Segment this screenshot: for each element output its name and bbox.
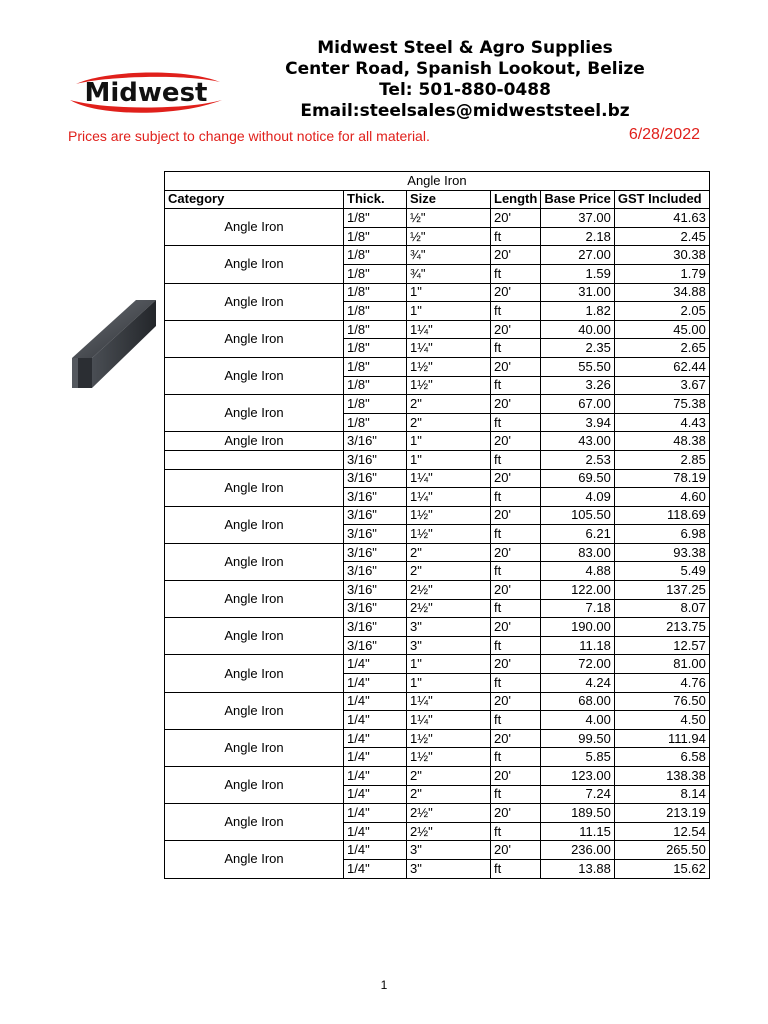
size-cell: 2" <box>407 562 491 581</box>
size-cell: 2½" <box>407 804 491 823</box>
table-row <box>165 246 710 265</box>
size-cell: ½" <box>407 209 491 228</box>
length-cell: 20' <box>491 729 541 748</box>
thickness-cell: 3/16" <box>344 636 407 655</box>
category-cell: Angle Iron <box>165 618 344 655</box>
base-price-cell: 4.00 <box>541 711 615 730</box>
thickness-cell: 1/4" <box>344 785 407 804</box>
size-cell: 3" <box>407 841 491 860</box>
length-cell: 20' <box>491 581 541 600</box>
category-cell: Angle Iron <box>165 692 344 729</box>
table-row <box>165 506 710 525</box>
length-cell: ft <box>491 674 541 693</box>
base-price-cell: 3.94 <box>541 413 615 432</box>
gst-price-cell: 138.38 <box>614 767 709 786</box>
size-cell: 1¼" <box>407 339 491 358</box>
length-cell: 20' <box>491 692 541 711</box>
table-row <box>165 469 710 488</box>
size-cell: 2" <box>407 785 491 804</box>
size-cell: 3" <box>407 636 491 655</box>
table-row <box>165 767 710 786</box>
gst-price-cell: 48.38 <box>614 432 709 451</box>
gst-price-cell: 213.19 <box>614 804 709 823</box>
gst-price-cell: 81.00 <box>614 655 709 674</box>
category-cell: Angle Iron <box>165 283 344 320</box>
gst-price-cell: 6.58 <box>614 748 709 767</box>
thickness-cell: 1/8" <box>344 413 407 432</box>
gst-price-cell: 12.54 <box>614 822 709 841</box>
gst-price-cell: 8.14 <box>614 785 709 804</box>
size-cell: 1½" <box>407 357 491 376</box>
thickness-cell: 1/8" <box>344 246 407 265</box>
base-price-cell: 4.24 <box>541 674 615 693</box>
size-cell: 1¼" <box>407 711 491 730</box>
size-cell: ¾" <box>407 246 491 265</box>
gst-price-cell: 30.38 <box>614 246 709 265</box>
length-cell: 20' <box>491 432 541 451</box>
thickness-cell: 1/4" <box>344 841 407 860</box>
category-cell: Angle Iron <box>165 506 344 543</box>
table-row <box>165 804 710 823</box>
thickness-cell: 1/4" <box>344 748 407 767</box>
gst-price-cell: 34.88 <box>614 283 709 302</box>
gst-price-cell: 8.07 <box>614 599 709 618</box>
company-address: Center Road, Spanish Lookout, Belize <box>285 59 645 79</box>
header-base-price: Base Price <box>541 190 615 209</box>
base-price-cell: 3.26 <box>541 376 615 395</box>
thickness-cell: 3/16" <box>344 562 407 581</box>
length-cell: ft <box>491 636 541 655</box>
size-cell: 1" <box>407 432 491 451</box>
table-row <box>165 450 710 469</box>
table-row <box>165 283 710 302</box>
thickness-cell: 1/8" <box>344 357 407 376</box>
category-cell <box>165 450 344 469</box>
size-cell: 1½" <box>407 748 491 767</box>
length-cell: 20' <box>491 469 541 488</box>
size-cell: 1½" <box>407 729 491 748</box>
base-price-cell: 31.00 <box>541 283 615 302</box>
base-price-cell: 189.50 <box>541 804 615 823</box>
thickness-cell: 1/8" <box>344 320 407 339</box>
table-row <box>165 618 710 637</box>
svg-text:Midwest: Midwest <box>84 78 208 108</box>
base-price-cell: 1.82 <box>541 302 615 321</box>
size-cell: ¾" <box>407 264 491 283</box>
base-price-cell: 122.00 <box>541 581 615 600</box>
category-cell: Angle Iron <box>165 469 344 506</box>
size-cell: 3" <box>407 618 491 637</box>
length-cell: ft <box>491 339 541 358</box>
size-cell: 2" <box>407 395 491 414</box>
length-cell: 20' <box>491 357 541 376</box>
length-cell: 20' <box>491 618 541 637</box>
base-price-cell: 40.00 <box>541 320 615 339</box>
thickness-cell: 1/8" <box>344 264 407 283</box>
category-cell: Angle Iron <box>165 543 344 580</box>
base-price-cell: 4.09 <box>541 488 615 507</box>
thickness-cell: 3/16" <box>344 543 407 562</box>
gst-price-cell: 4.50 <box>614 711 709 730</box>
table-row <box>165 209 710 228</box>
length-cell: ft <box>491 413 541 432</box>
base-price-cell: 7.24 <box>541 785 615 804</box>
length-cell: ft <box>491 488 541 507</box>
thickness-cell: 3/16" <box>344 618 407 637</box>
length-cell: ft <box>491 599 541 618</box>
base-price-cell: 7.18 <box>541 599 615 618</box>
length-cell: ft <box>491 785 541 804</box>
gst-price-cell: 62.44 <box>614 357 709 376</box>
length-cell: 20' <box>491 395 541 414</box>
page-number: 1 <box>380 978 388 992</box>
thickness-cell: 1/4" <box>344 729 407 748</box>
thickness-cell: 3/16" <box>344 469 407 488</box>
thickness-cell: 1/8" <box>344 376 407 395</box>
header-gst-included: GST Included <box>614 190 709 209</box>
category-cell: Angle Iron <box>165 841 344 878</box>
category-cell: Angle Iron <box>165 581 344 618</box>
length-cell: ft <box>491 227 541 246</box>
thickness-cell: 1/8" <box>344 302 407 321</box>
table-row <box>165 357 710 376</box>
gst-price-cell: 76.50 <box>614 692 709 711</box>
length-cell: ft <box>491 525 541 544</box>
table-row <box>165 320 710 339</box>
category-cell: Angle Iron <box>165 357 344 394</box>
thickness-cell: 1/4" <box>344 822 407 841</box>
gst-price-cell: 137.25 <box>614 581 709 600</box>
gst-price-cell: 12.57 <box>614 636 709 655</box>
length-cell: 20' <box>491 841 541 860</box>
base-price-cell: 2.35 <box>541 339 615 358</box>
table-row <box>165 432 710 451</box>
thickness-cell: 3/16" <box>344 599 407 618</box>
angle-iron-image <box>70 296 158 392</box>
gst-price-cell: 75.38 <box>614 395 709 414</box>
gst-price-cell: 4.76 <box>614 674 709 693</box>
gst-price-cell: 6.98 <box>614 525 709 544</box>
size-cell: 1¼" <box>407 488 491 507</box>
base-price-cell: 236.00 <box>541 841 615 860</box>
size-cell: 1¼" <box>407 320 491 339</box>
gst-price-cell: 111.94 <box>614 729 709 748</box>
gst-price-cell: 2.65 <box>614 339 709 358</box>
category-cell: Angle Iron <box>165 804 344 841</box>
category-cell: Angle Iron <box>165 320 344 357</box>
size-cell: 2½" <box>407 822 491 841</box>
company-header <box>260 38 670 122</box>
length-cell: ft <box>491 302 541 321</box>
thickness-cell: 1/4" <box>344 859 407 878</box>
base-price-cell: 99.50 <box>541 729 615 748</box>
price-notice: Prices are subject to change without notice for all material. <box>68 128 430 144</box>
category-cell: Angle Iron <box>165 209 344 246</box>
length-cell: ft <box>491 450 541 469</box>
base-price-cell: 6.21 <box>541 525 615 544</box>
table-row <box>165 395 710 414</box>
gst-price-cell: 2.45 <box>614 227 709 246</box>
base-price-cell: 2.53 <box>541 450 615 469</box>
gst-price-cell: 3.67 <box>614 376 709 395</box>
gst-price-cell: 265.50 <box>614 841 709 860</box>
thickness-cell: 3/16" <box>344 432 407 451</box>
company-phone: Tel: 501-880-0488 <box>379 80 551 100</box>
category-cell: Angle Iron <box>165 432 344 451</box>
size-cell: 3" <box>407 859 491 878</box>
thickness-cell: 1/4" <box>344 692 407 711</box>
base-price-cell: 4.88 <box>541 562 615 581</box>
size-cell: 1¼" <box>407 692 491 711</box>
base-price-cell: 27.00 <box>541 246 615 265</box>
company-name: Midwest Steel & Agro Supplies <box>317 38 613 58</box>
length-cell: ft <box>491 376 541 395</box>
base-price-cell: 11.15 <box>541 822 615 841</box>
base-price-cell: 43.00 <box>541 432 615 451</box>
size-cell: 2½" <box>407 599 491 618</box>
thickness-cell: 1/8" <box>344 227 407 246</box>
thickness-cell: 1/4" <box>344 674 407 693</box>
table-row <box>165 692 710 711</box>
thickness-cell: 1/8" <box>344 209 407 228</box>
gst-price-cell: 4.60 <box>614 488 709 507</box>
angle-iron-price-table <box>164 171 710 879</box>
thickness-cell: 3/16" <box>344 450 407 469</box>
gst-price-cell: 45.00 <box>614 320 709 339</box>
base-price-cell: 67.00 <box>541 395 615 414</box>
gst-price-cell: 93.38 <box>614 543 709 562</box>
size-cell: 1" <box>407 450 491 469</box>
table-header-row <box>165 190 710 209</box>
thickness-cell: 1/4" <box>344 655 407 674</box>
length-cell: 20' <box>491 320 541 339</box>
gst-price-cell: 5.49 <box>614 562 709 581</box>
category-cell: Angle Iron <box>165 246 344 283</box>
length-cell: 20' <box>491 804 541 823</box>
base-price-cell: 83.00 <box>541 543 615 562</box>
gst-price-cell: 1.79 <box>614 264 709 283</box>
table-row <box>165 581 710 600</box>
base-price-cell: 2.18 <box>541 227 615 246</box>
base-price-cell: 105.50 <box>541 506 615 525</box>
table-title: Angle Iron <box>165 172 710 191</box>
size-cell: 1½" <box>407 376 491 395</box>
thickness-cell: 1/8" <box>344 395 407 414</box>
gst-price-cell: 78.19 <box>614 469 709 488</box>
base-price-cell: 190.00 <box>541 618 615 637</box>
category-cell: Angle Iron <box>165 729 344 766</box>
thickness-cell: 3/16" <box>344 506 407 525</box>
price-date: 6/28/2022 <box>628 126 700 143</box>
thickness-cell: 1/8" <box>344 283 407 302</box>
size-cell: 1½" <box>407 506 491 525</box>
gst-price-cell: 15.62 <box>614 859 709 878</box>
thickness-cell: 1/4" <box>344 711 407 730</box>
gst-price-cell: 118.69 <box>614 506 709 525</box>
category-cell: Angle Iron <box>165 395 344 432</box>
base-price-cell: 55.50 <box>541 357 615 376</box>
size-cell: 2½" <box>407 581 491 600</box>
header-category: Category <box>165 190 344 209</box>
gst-price-cell: 2.05 <box>614 302 709 321</box>
thickness-cell: 1/8" <box>344 339 407 358</box>
length-cell: 20' <box>491 209 541 228</box>
thickness-cell: 1/4" <box>344 804 407 823</box>
gst-price-cell: 4.43 <box>614 413 709 432</box>
base-price-cell: 13.88 <box>541 859 615 878</box>
base-price-cell: 69.50 <box>541 469 615 488</box>
base-price-cell: 123.00 <box>541 767 615 786</box>
gst-price-cell: 2.85 <box>614 450 709 469</box>
gst-price-cell: 213.75 <box>614 618 709 637</box>
base-price-cell: 68.00 <box>541 692 615 711</box>
thickness-cell: 3/16" <box>344 525 407 544</box>
length-cell: ft <box>491 562 541 581</box>
category-cell: Angle Iron <box>165 767 344 804</box>
length-cell: ft <box>491 859 541 878</box>
header-length: Length <box>491 190 541 209</box>
thickness-cell: 1/4" <box>344 767 407 786</box>
length-cell: 20' <box>491 506 541 525</box>
table-row <box>165 655 710 674</box>
company-email: Email:steelsales@midweststeel.bz <box>300 101 630 121</box>
length-cell: ft <box>491 822 541 841</box>
size-cell: 1½" <box>407 525 491 544</box>
length-cell: ft <box>491 264 541 283</box>
length-cell: 20' <box>491 767 541 786</box>
base-price-cell: 5.85 <box>541 748 615 767</box>
thickness-cell: 3/16" <box>344 581 407 600</box>
size-cell: 1" <box>407 283 491 302</box>
table-row <box>165 841 710 860</box>
table-title-row <box>165 172 710 191</box>
base-price-cell: 72.00 <box>541 655 615 674</box>
category-cell: Angle Iron <box>165 655 344 692</box>
size-cell: 1" <box>407 674 491 693</box>
base-price-cell: 37.00 <box>541 209 615 228</box>
thickness-cell: 3/16" <box>344 488 407 507</box>
size-cell: 2" <box>407 543 491 562</box>
length-cell: ft <box>491 748 541 767</box>
gst-price-cell: 41.63 <box>614 209 709 228</box>
table-row <box>165 729 710 748</box>
size-cell: 1" <box>407 302 491 321</box>
length-cell: 20' <box>491 283 541 302</box>
base-price-cell: 1.59 <box>541 264 615 283</box>
midwest-logo <box>66 70 226 116</box>
length-cell: ft <box>491 711 541 730</box>
table-row <box>165 543 710 562</box>
size-cell: 1" <box>407 655 491 674</box>
length-cell: 20' <box>491 246 541 265</box>
header-thickness: Thick. <box>344 190 407 209</box>
size-cell: 1¼" <box>407 469 491 488</box>
length-cell: 20' <box>491 655 541 674</box>
header-size: Size <box>407 190 491 209</box>
base-price-cell: 11.18 <box>541 636 615 655</box>
size-cell: ½" <box>407 227 491 246</box>
size-cell: 2" <box>407 767 491 786</box>
length-cell: 20' <box>491 543 541 562</box>
size-cell: 2" <box>407 413 491 432</box>
